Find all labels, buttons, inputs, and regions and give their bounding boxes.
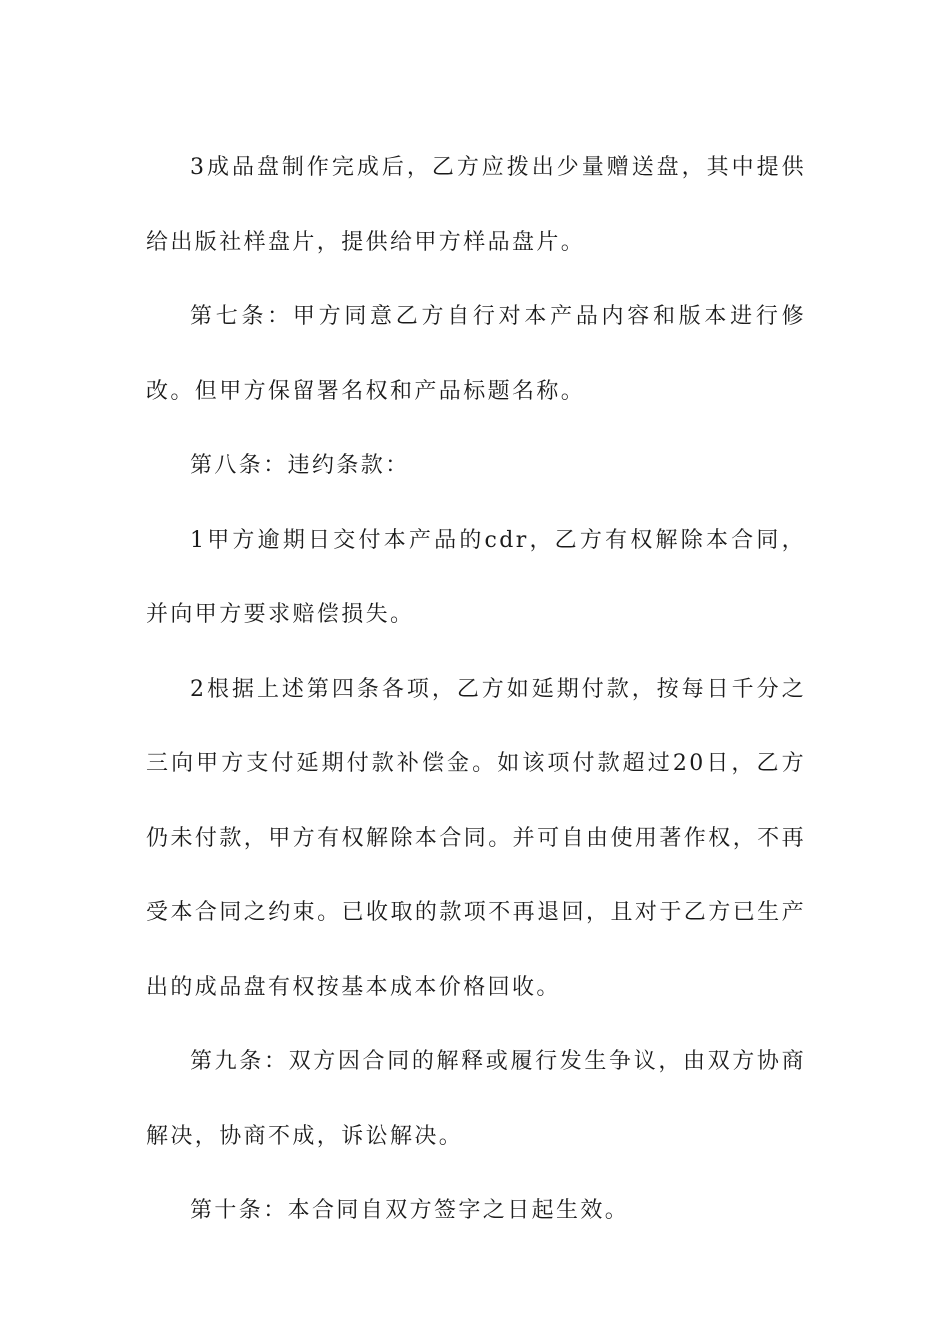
paragraph-finished-disc-samples: 3成品盘制作完成后，乙方应拨出少量赠送盘，其中提供给出版社样盘片，提供给甲方样品盘片。: [146, 155, 806, 255]
paragraph-article-10: 第十条：本合同自双方签字之日起生效。: [190, 1198, 630, 1223]
paragraph-article-8-heading: 第八条：违约条款：: [190, 453, 410, 478]
contract-body: [146, 131, 806, 1249]
paragraph-article-7: 第七条：甲方同意乙方自行对本产品内容和版本进行修改。但甲方保留署名权和产品标题名称。: [146, 304, 806, 404]
paragraph-article-9: 第九条：双方因合同的解释或履行发生争议，由双方协商解决，协商不成，诉讼解决。: [146, 1049, 806, 1149]
paragraph-article-8-item-1: 1甲方逾期日交付本产品的cdr，乙方有权解除本合同，并向甲方要求赔偿损失。: [146, 527, 806, 627]
paragraph-article-8-item-2: 2根据上述第四条各项，乙方如延期付款，按每日千分之三向甲方支付延期付款补偿金。如该项付款超过20日，乙方仍未付款，甲方有权解除本合同。并可自由使用著作权，不再受本合同之约束。已收取的款项不再退回，且对于乙方已生产出的成品盘有权按基本成本价格回收。: [146, 676, 806, 1000]
